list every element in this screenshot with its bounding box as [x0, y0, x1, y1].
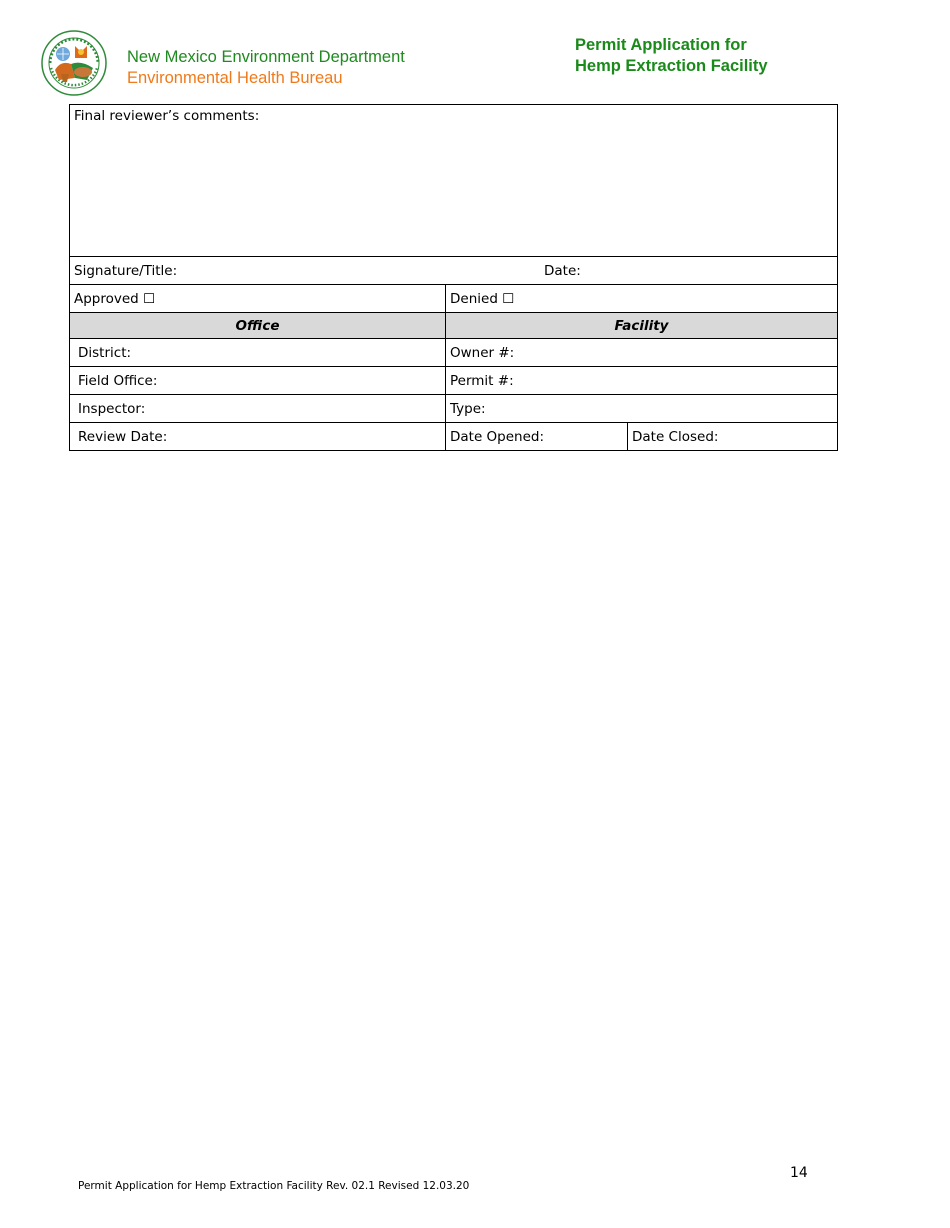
field-office-label: Field Office:	[78, 372, 158, 389]
denied-checkbox[interactable]	[446, 285, 838, 313]
form-title	[575, 35, 768, 77]
date-opened-field[interactable]	[446, 423, 628, 451]
date-opened-label: Date Opened:	[450, 428, 545, 445]
form-title-line2: Hemp Extraction Facility	[575, 57, 768, 75]
approved-checkbox[interactable]	[70, 285, 446, 313]
denied-label: Denied ☐	[450, 290, 515, 307]
owner-number-field[interactable]	[446, 339, 838, 367]
district-label: District:	[78, 344, 132, 361]
permit-number-label: Permit #:	[450, 372, 514, 389]
date-closed-label: Date Closed:	[632, 428, 719, 445]
approved-label: Approved ☐	[74, 290, 156, 307]
agency-name	[127, 47, 405, 89]
office-header: Office	[70, 313, 446, 339]
signature-date-label: Date:	[544, 262, 581, 279]
form-title-line1: Permit Application for	[575, 36, 747, 54]
permit-number-field[interactable]	[446, 367, 838, 395]
field-office-field[interactable]	[70, 367, 446, 395]
district-field[interactable]	[70, 339, 446, 367]
review-date-label: Review Date:	[78, 428, 168, 445]
inspector-field[interactable]	[70, 395, 446, 423]
type-field[interactable]	[446, 395, 838, 423]
signature-label: Signature/Title:	[74, 262, 178, 279]
final-comments-field[interactable]	[70, 105, 838, 257]
nmed-seal-icon	[41, 30, 107, 96]
inspector-label: Inspector:	[78, 400, 146, 417]
footer-text: Permit Application for Hemp Extraction Facility Rev. 02.1 Revised 12.03.20	[78, 1180, 470, 1192]
bureau-name: Environmental Health Bureau	[127, 69, 343, 87]
facility-header: Facility	[446, 313, 838, 339]
type-label: Type:	[450, 400, 486, 417]
review-table	[69, 104, 838, 451]
owner-number-label: Owner #:	[450, 344, 515, 361]
final-comments-label: Final reviewer’s comments:	[74, 108, 260, 124]
review-date-field[interactable]	[70, 423, 446, 451]
signature-field[interactable]	[70, 257, 838, 285]
page-number: 14	[790, 1165, 808, 1181]
date-closed-field[interactable]	[628, 423, 838, 451]
department-name: New Mexico Environment Department	[127, 48, 405, 66]
